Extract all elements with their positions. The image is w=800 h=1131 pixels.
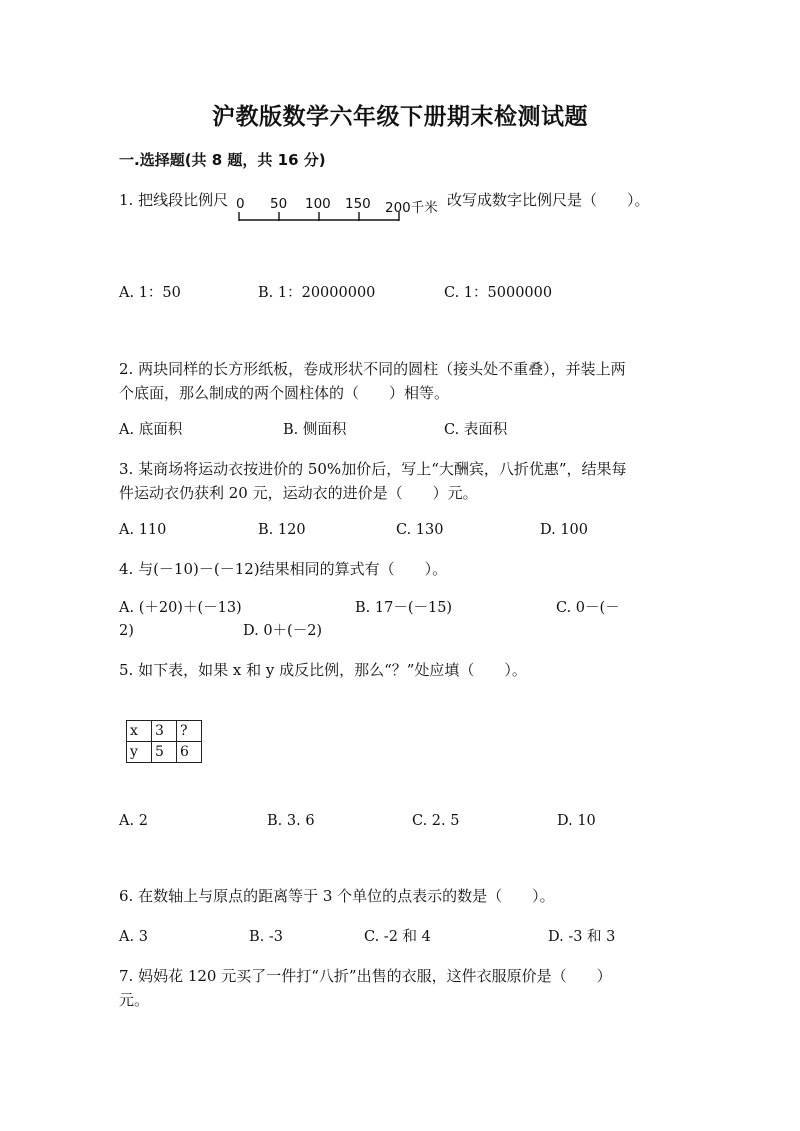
section-heading: 一.选择题(共 8 题，共 16 分) bbox=[119, 151, 326, 169]
q6-option-d[interactable]: D. -3 和 3 bbox=[548, 929, 616, 945]
q6-option-a[interactable]: A. 3 bbox=[119, 929, 148, 945]
scale-label-0: 0 bbox=[236, 196, 245, 212]
table-cell: y bbox=[127, 742, 152, 763]
q2-option-a[interactable]: A. 底面积 bbox=[119, 422, 183, 438]
table-row bbox=[127, 742, 202, 763]
q3-option-d[interactable]: D. 100 bbox=[540, 522, 589, 538]
q4-option-a[interactable]: A. (＋20)＋(－13) bbox=[119, 600, 242, 616]
q4-option-c[interactable]: C. 0－(－ bbox=[556, 600, 620, 616]
question-2-line-2: 个底面，那么制成的两个圆柱体的（ ）相等。 bbox=[119, 384, 450, 402]
table-cell: 3 bbox=[152, 721, 177, 742]
table-cell: x bbox=[127, 721, 152, 742]
question-7-line-2: 元。 bbox=[119, 991, 150, 1009]
q4-option-d[interactable]: D. 0＋(－2) bbox=[243, 623, 323, 639]
q4-option-c-continued: 2) bbox=[119, 623, 134, 639]
question-2-line-1: 2. 两块同样的长方形纸板，卷成形状不同的圆柱（接头处不重叠），并装上两 bbox=[119, 360, 626, 378]
q1-option-c[interactable]: C. 1：5000000 bbox=[444, 285, 553, 301]
question-6-text: 6. 在数轴上与原点的距离等于 3 个单位的点表示的数是（ ）。 bbox=[119, 887, 555, 905]
q3-option-a[interactable]: A. 110 bbox=[119, 522, 167, 538]
question-7-line-1: 7. 妈妈花 120 元买了一件打“八折”出售的衣服，这件衣服原价是（ ） bbox=[119, 967, 612, 985]
question-1-text-start: 1. 把线段比例尺 bbox=[119, 191, 229, 209]
q5-option-b[interactable]: B. 3. 6 bbox=[267, 813, 315, 829]
q5-option-c[interactable]: C. 2. 5 bbox=[412, 813, 460, 829]
table-cell: ? bbox=[177, 721, 202, 742]
q3-option-b[interactable]: B. 120 bbox=[258, 522, 306, 538]
scale-label-150: 150 bbox=[345, 196, 371, 212]
question-1-text-end: 改写成数字比例尺是（ ）。 bbox=[447, 191, 650, 209]
scale-label-200-km: 200千米 bbox=[385, 200, 438, 216]
table-cell: 5 bbox=[152, 742, 177, 763]
q4-option-b[interactable]: B. 17－(－15) bbox=[355, 600, 453, 616]
scale-label-50: 50 bbox=[270, 196, 288, 212]
question-3-line-2: 件运动衣仍获利 20 元，运动衣的进价是（ ）元。 bbox=[119, 484, 478, 502]
q6-option-c[interactable]: C. -2 和 4 bbox=[364, 929, 431, 945]
q5-option-a[interactable]: A. 2 bbox=[119, 813, 148, 829]
q2-option-b[interactable]: B. 侧面积 bbox=[283, 422, 347, 438]
question-5-text: 5. 如下表，如果 x 和 y 成反比例，那么“？”处应填（ ）。 bbox=[119, 661, 527, 679]
table-cell: 6 bbox=[177, 742, 202, 763]
q3-option-c[interactable]: C. 130 bbox=[396, 522, 444, 538]
q5-option-d[interactable]: D. 10 bbox=[557, 813, 596, 829]
q6-option-b[interactable]: B. -3 bbox=[249, 929, 283, 945]
scale-label-100: 100 bbox=[305, 196, 331, 212]
q1-option-b[interactable]: B. 1：20000000 bbox=[258, 285, 376, 301]
page-title: 沪教版数学六年级下册期末检测试题 bbox=[212, 104, 588, 130]
xy-table bbox=[126, 720, 202, 763]
question-3-line-1: 3. 某商场将运动衣按进价的 50%加价后，写上“大酬宾，八折优惠”，结果每 bbox=[119, 460, 627, 478]
q2-option-c[interactable]: C. 表面积 bbox=[444, 422, 508, 438]
q1-option-a[interactable]: A. 1：50 bbox=[119, 285, 181, 301]
question-4-text: 4. 与(－10)－(－12)结果相同的算式有（ ）。 bbox=[119, 560, 448, 578]
table-row bbox=[127, 721, 202, 742]
